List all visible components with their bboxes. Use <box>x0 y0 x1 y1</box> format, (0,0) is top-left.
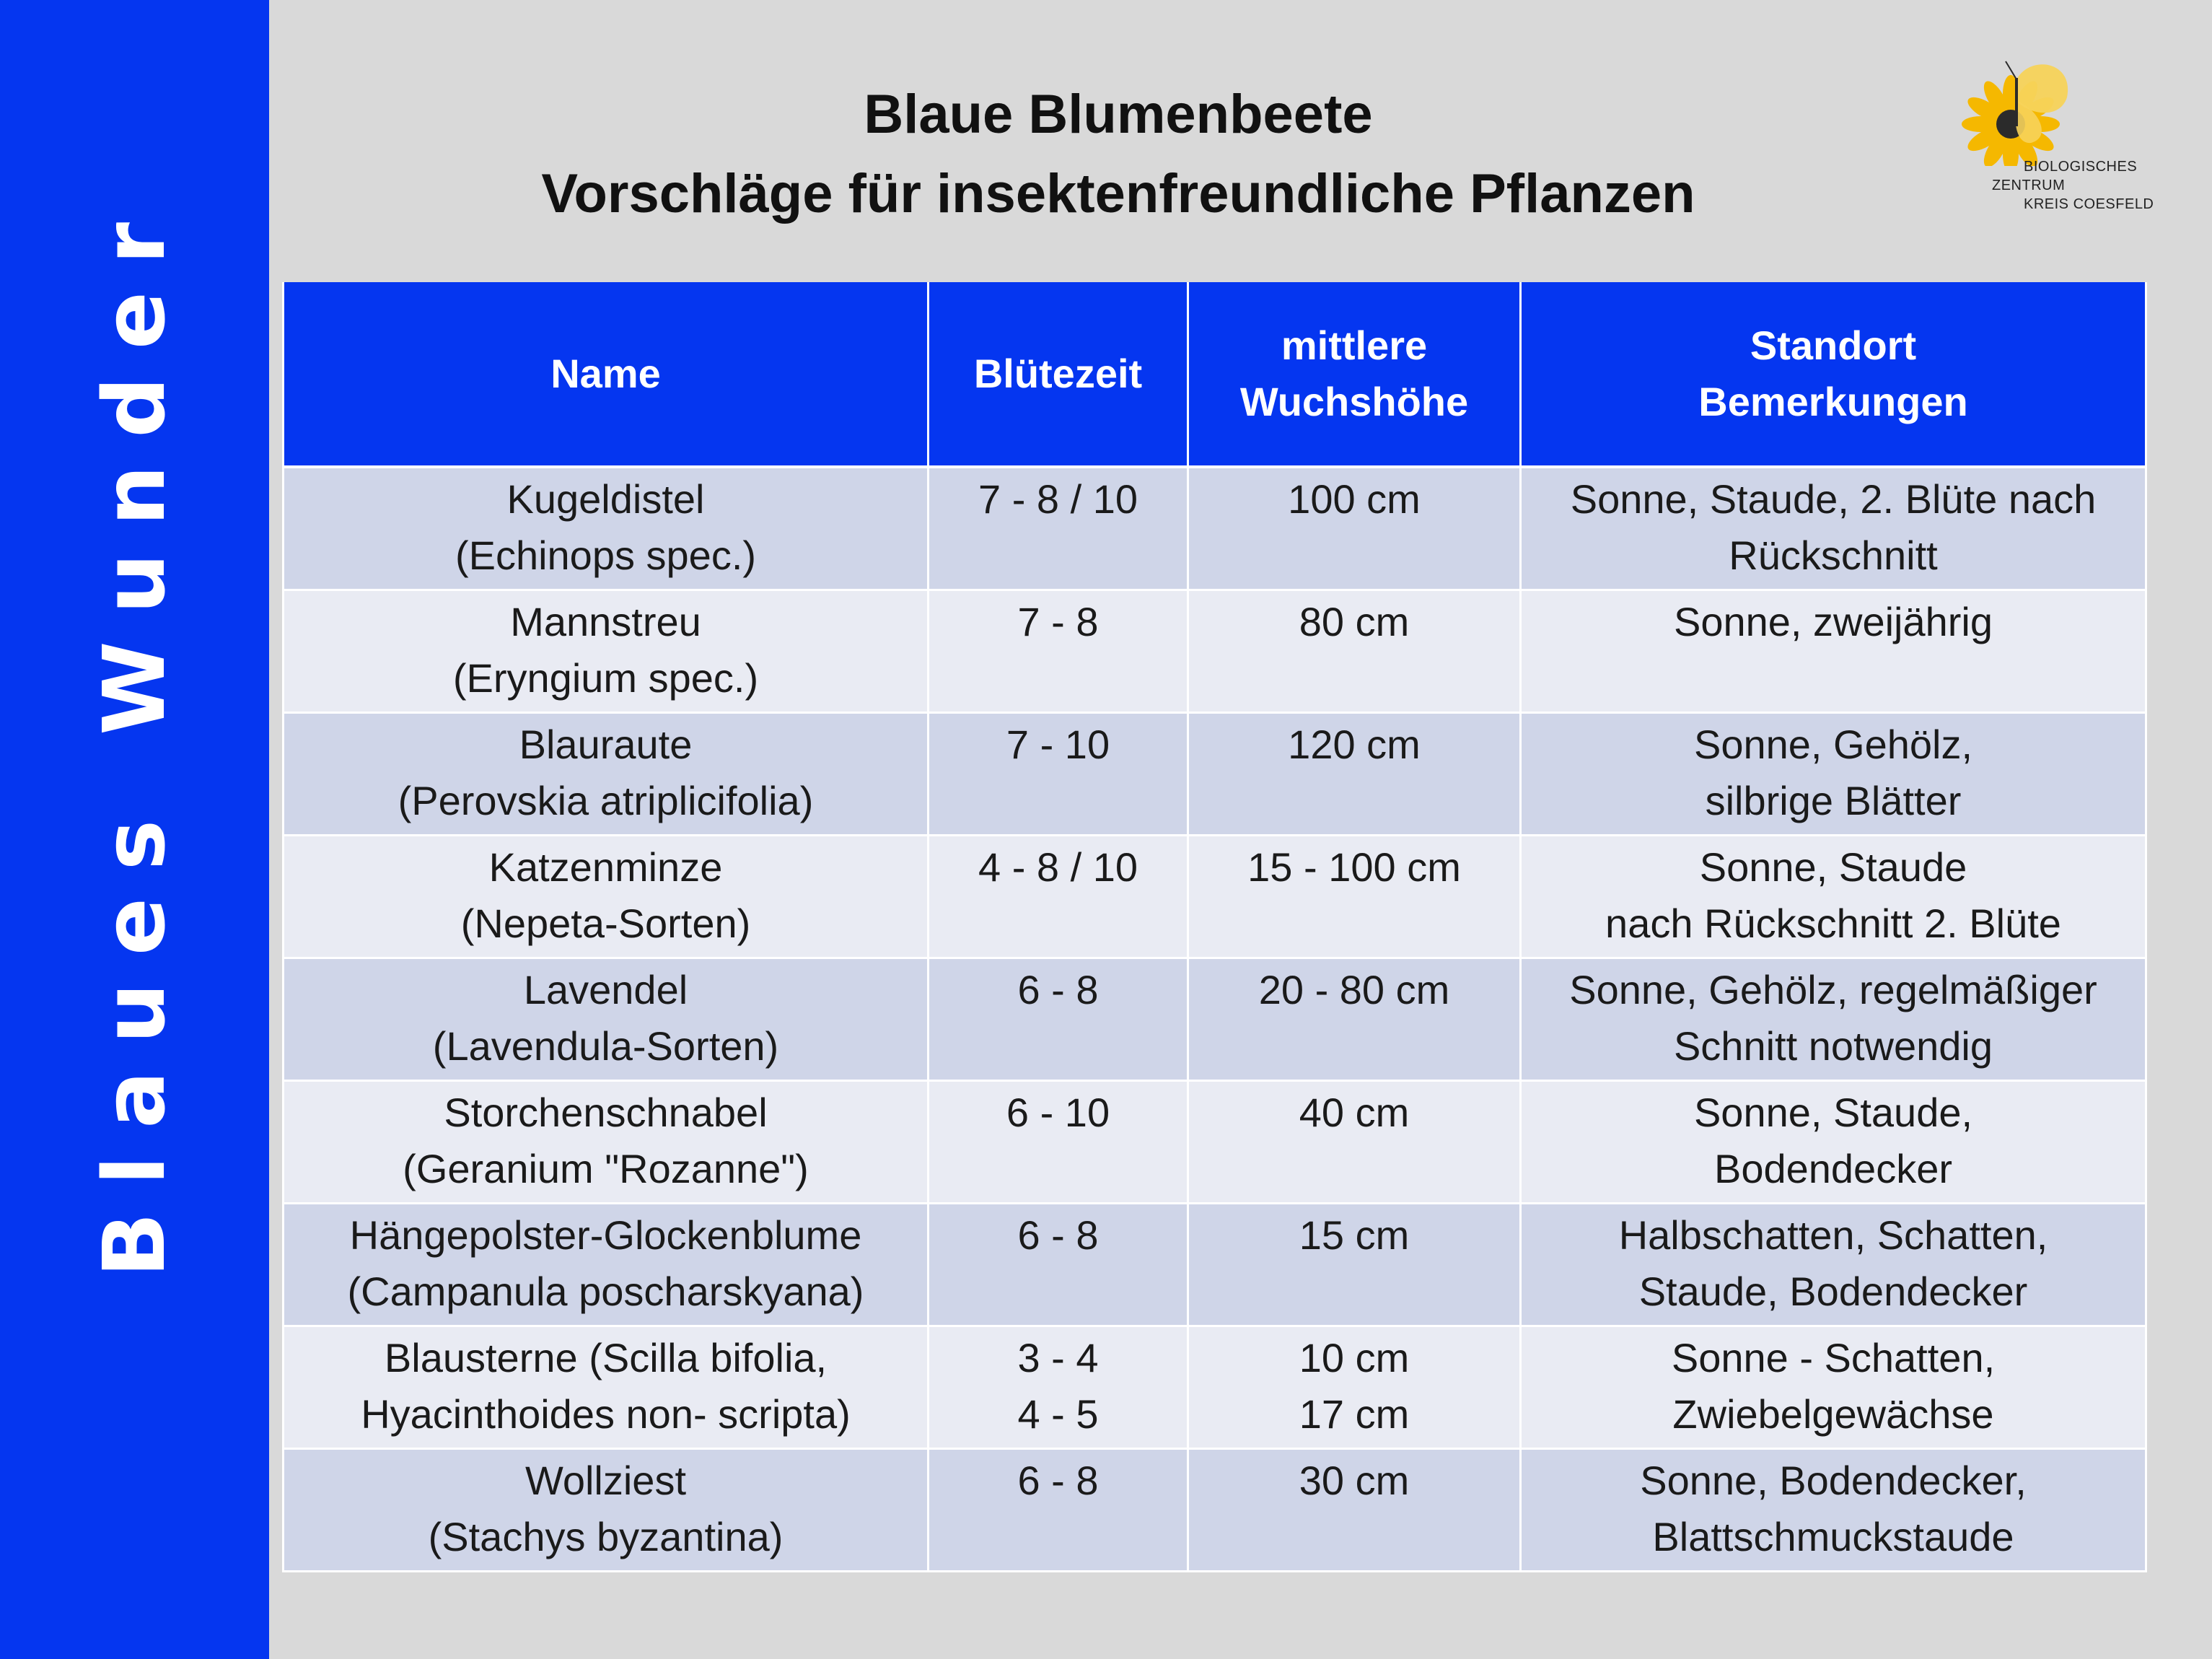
cell-line: (Eryngium spec.) <box>452 655 759 701</box>
cell-standort <box>1521 467 2146 590</box>
table-row <box>284 713 2146 836</box>
cell-bluetezeit <box>929 1449 1188 1572</box>
cell-line: 4 - 8 / 10 <box>978 844 1138 890</box>
plant-table <box>282 282 2147 1572</box>
cell-line: 10 cm <box>1299 1335 1410 1380</box>
cell-line: 40 cm <box>1299 1090 1410 1135</box>
cell-line: 7 - 8 <box>1017 599 1099 644</box>
cell-wuchshoehe <box>1188 1204 1521 1326</box>
cell-line: (Stachys byzantina) <box>428 1514 784 1559</box>
cell-line: 7 - 8 / 10 <box>978 476 1138 522</box>
cell-line: Sonne, Staude, <box>1693 1090 1973 1135</box>
cell-standort <box>1521 1449 2146 1572</box>
table-row <box>284 836 2146 958</box>
cell-line: Wollziest <box>525 1458 686 1503</box>
cell-line: 6 - 10 <box>1006 1090 1110 1135</box>
logo <box>1944 58 2161 224</box>
table-row <box>284 590 2146 713</box>
title-line-2: Vorschläge für insektenfreundliche Pflanzen <box>541 163 1695 224</box>
cell-line: 15 - 100 cm <box>1247 844 1461 890</box>
cell-line: Rückschnitt <box>1729 533 1938 578</box>
cell-standort <box>1521 1204 2146 1326</box>
cell-line: Blausterne (Scilla bifolia, <box>384 1335 828 1380</box>
logo-text-line-2: ZENTRUM <box>1992 178 2066 193</box>
cell-bluetezeit <box>929 713 1188 836</box>
cell-line: Zwiebelgewächse <box>1672 1391 1994 1437</box>
cell-line: 30 cm <box>1299 1458 1410 1503</box>
cell-name <box>284 713 929 836</box>
table-body <box>284 467 2146 1572</box>
cell-bluetezeit <box>929 590 1188 713</box>
cell-line: Bodendecker <box>1713 1146 1952 1191</box>
cell-standort <box>1521 1081 2146 1204</box>
table-header-row <box>284 282 2146 467</box>
cell-wuchshoehe <box>1188 1081 1521 1204</box>
table-row <box>284 1449 2146 1572</box>
cell-wuchshoehe <box>1188 713 1521 836</box>
table-row <box>284 1204 2146 1326</box>
cell-line: 7 - 10 <box>1006 722 1110 767</box>
cell-line: 6 - 8 <box>1017 1458 1099 1503</box>
title-line-1: Blaue Blumenbeete <box>864 84 1373 145</box>
cell-bluetezeit <box>929 1204 1188 1326</box>
cell-line: nach Rückschnitt 2. Blüte <box>1605 901 2061 946</box>
cell-wuchshoehe <box>1188 1326 1521 1449</box>
cell-standort <box>1521 713 2146 836</box>
cell-wuchshoehe <box>1188 590 1521 713</box>
cell-line: 80 cm <box>1299 599 1410 644</box>
cell-line: (Campanula poscharskyana) <box>347 1269 864 1314</box>
cell-line: Sonne, Staude <box>1699 844 1967 890</box>
cell-standort <box>1521 590 2146 713</box>
cell-line: Mannstreu <box>510 599 701 644</box>
cell-line: Hängepolster-Glockenblume <box>349 1212 862 1258</box>
header-line: mittlere <box>1281 323 1428 368</box>
cell-line: Kugeldistel <box>506 476 705 522</box>
cell-line: Blauraute <box>519 722 693 767</box>
cell-line: 100 cm <box>1288 476 1421 522</box>
header-line: Wuchshöhe <box>1239 379 1469 424</box>
cell-line: 15 cm <box>1299 1212 1410 1258</box>
cell-standort <box>1521 836 2146 958</box>
header-line: Name <box>550 351 661 396</box>
cell-name <box>284 590 929 713</box>
cell-name <box>284 1081 929 1204</box>
cell-line: 6 - 8 <box>1017 1212 1099 1258</box>
cell-standort <box>1521 1326 2146 1449</box>
cell-line: Hyacinthoides non- scripta) <box>361 1391 851 1437</box>
sidebar-label: Blaues Wunder <box>84 194 184 1278</box>
cell-bluetezeit <box>929 836 1188 958</box>
cell-name <box>284 1449 929 1572</box>
cell-name <box>284 836 929 958</box>
cell-wuchshoehe <box>1188 958 1521 1081</box>
cell-bluetezeit <box>929 958 1188 1081</box>
cell-line: Katzenminze <box>488 844 723 890</box>
cell-line: Staude, Bodendecker <box>1638 1269 2028 1314</box>
cell-line: Sonne, Bodendecker, <box>1640 1458 2027 1503</box>
header-line: Blütezeit <box>973 351 1143 396</box>
cell-line: Storchenschnabel <box>444 1090 768 1135</box>
cell-line: (Lavendula-Sorten) <box>432 1023 779 1069</box>
cell-name <box>284 467 929 590</box>
cell-wuchshoehe <box>1188 467 1521 590</box>
cell-line: 120 cm <box>1288 722 1421 767</box>
cell-bluetezeit <box>929 1326 1188 1449</box>
cell-bluetezeit <box>929 1081 1188 1204</box>
cell-line: Sonne, Gehölz, <box>1693 722 1973 767</box>
cell-name <box>284 1204 929 1326</box>
header-wuchshoehe <box>1188 282 1521 467</box>
cell-line: (Geranium "Rozanne") <box>403 1146 809 1191</box>
cell-line: 20 - 80 cm <box>1258 967 1450 1012</box>
cell-wuchshoehe <box>1188 836 1521 958</box>
table-row <box>284 1326 2146 1449</box>
table-row <box>284 958 2146 1081</box>
table-row <box>284 1081 2146 1204</box>
cell-name <box>284 958 929 1081</box>
logo-text-line-1: BIOLOGISCHES <box>2024 159 2138 175</box>
cell-line: Schnitt notwendig <box>1673 1023 1993 1069</box>
cell-line: (Perovskia atriplicifolia) <box>398 778 814 823</box>
cell-line: Sonne, Gehölz, regelmäßiger <box>1569 967 2097 1012</box>
butterfly-flower-icon <box>1944 58 2089 166</box>
cell-name <box>284 1326 929 1449</box>
page-title <box>274 75 1962 234</box>
sidebar <box>0 0 269 1659</box>
cell-line: Sonne, zweijährig <box>1673 599 1993 644</box>
cell-line: (Echinops spec.) <box>455 533 757 578</box>
header-line: Bemerkungen <box>1698 379 1968 424</box>
cell-line: 17 cm <box>1299 1391 1410 1437</box>
cell-bluetezeit <box>929 467 1188 590</box>
cell-standort <box>1521 958 2146 1081</box>
header-standort <box>1521 282 2146 467</box>
cell-line: Lavendel <box>523 967 688 1012</box>
header-name <box>284 282 929 467</box>
table-row <box>284 467 2146 590</box>
cell-line: silbrige Blätter <box>1705 778 1962 823</box>
cell-line: Halbschatten, Schatten, <box>1618 1212 2048 1258</box>
logo-text-line-3: KREIS COESFELD <box>2024 196 2154 212</box>
cell-wuchshoehe <box>1188 1449 1521 1572</box>
header-line: Standort <box>1750 323 1917 368</box>
cell-line: 4 - 5 <box>1017 1391 1099 1437</box>
cell-line: Blattschmuckstaude <box>1652 1514 2014 1559</box>
cell-line: 3 - 4 <box>1017 1335 1099 1380</box>
cell-line: 6 - 8 <box>1017 967 1099 1012</box>
cell-line: Sonne, Staude, 2. Blüte nach <box>1570 476 2097 522</box>
header-bluetezeit <box>929 282 1188 467</box>
cell-line: (Nepeta-Sorten) <box>460 901 751 946</box>
cell-line: Sonne - Schatten, <box>1671 1335 1996 1380</box>
